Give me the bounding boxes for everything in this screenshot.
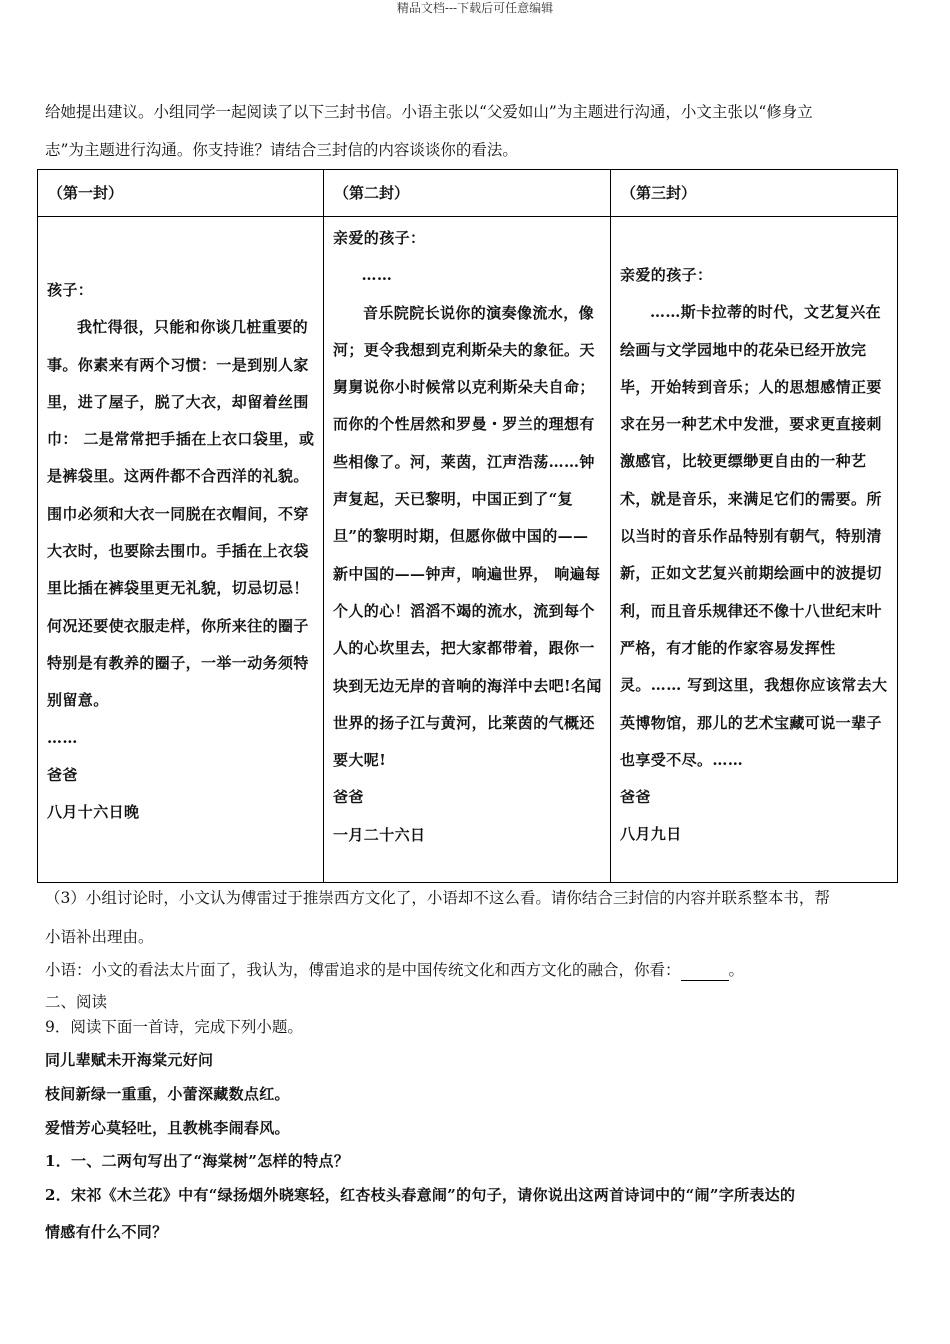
letter2 — [324, 217, 610, 854]
letter2-ellipsis: …… — [361, 266, 393, 285]
letter3 — [611, 217, 897, 854]
letter3-header: （第三封） — [621, 184, 697, 202]
subquestion-2-line-1: 2．宋祁《木兰花》中有“绿扬烟外晓寒轻，红杏枝头春意闹”的句子，请你说出这两首诗词中的“闹”字所表达的 — [45, 1186, 796, 1204]
letter2-header: （第二封） — [334, 184, 410, 202]
question3-answer-line — [45, 960, 903, 981]
letter2-cell — [324, 217, 611, 883]
letter3-signature: 爸爸 — [620, 788, 651, 807]
intro-line-2: 志”为主题进行沟通。你支持谁？请结合三封信的内容谈谈你的看法。 — [45, 141, 518, 159]
intro-line-1: 给她提出建议。小组同学一起阅读了以下三封书信。小语主张以“父爱如山”为主题进行沟通，小文主张以“修身立 — [45, 103, 813, 121]
letters-table-body-row — [38, 217, 898, 883]
letter2-header-cell — [324, 170, 611, 217]
subquestion-2-line-2: 情感有什么不同？ — [45, 1223, 168, 1241]
question3-line-2: 小语补出理由。 — [45, 928, 154, 946]
poem-title: 同儿辈赋未开海棠元好问 — [45, 1051, 214, 1069]
letter1-header: （第一封） — [48, 184, 124, 202]
section2-title: 二、阅读 — [45, 993, 108, 1011]
question3-answer-prefix: 小语：小文的看法太片面了，我认为，傅雷追求的是中国传统文化和西方文化的融合，你看： — [45, 961, 681, 979]
page-header-watermark: 精品文档---下载后可任意编辑 — [396, 1, 554, 15]
subquestion-1: 1．一、二两句写出了“海棠树”怎样的特点？ — [45, 1152, 349, 1170]
letter1-cell — [38, 217, 324, 883]
letter3-date: 八月九日 — [620, 825, 682, 844]
poem-line-1: 枝间新绿一重重，小蕾深藏数点红。 — [45, 1085, 290, 1103]
letter3-cell — [611, 217, 898, 883]
poem-line-2: 爱惜芳心莫轻吐，且教桃李闹春风。 — [45, 1119, 290, 1137]
letter1-header-cell — [38, 170, 324, 217]
question3-answer-suffix: 。 — [728, 961, 745, 979]
letters-table — [37, 169, 898, 883]
letter2-body: 音乐院院长说你的演奏像流水，像河；更令我想到克利斯朵夫的象征。天舅舅说你小时候常以克利斯朵夫自命；而你的个性居然和罗曼・罗兰的理想有些相像了。河，莱茵，江声浩荡……钟声复起，天已黎明，中国正到了“复旦”的黎明时期，但愿你做中国的—— 新中国的——钟声，响遍世界， 响遍每个人的心！滔滔不竭的流水，流到每个人的心坎里去，把大家都带着，跟你一块到无边无岸的音响的海洋中去吧!名闻世界的扬子江与黄河，比莱茵的气概还要大呢! — [333, 303, 602, 770]
letter2-greeting: 亲爱的孩子： — [333, 229, 426, 247]
letter2-date: 一月二十六日 — [333, 825, 426, 844]
question3-line-1: （3）小组讨论时，小文认为傅雷过于推崇西方文化了，小语却不这么看。请你结合三封信的内容并联系整本书，帮 — [45, 889, 830, 907]
letter1-ellipsis: …… — [47, 728, 78, 747]
letter3-greeting: 亲爱的孩子： — [620, 266, 713, 284]
letter1-greeting: 孩子： — [47, 281, 94, 299]
question9-prompt: 9．阅读下面一首诗，完成下列小题。 — [45, 1018, 303, 1036]
letter1-body: 我忙得很，只能和你谈几桩重要的事。你素来有两个习惯：一是到别人家里，进了屋子，脱了大衣，却留着丝围巾： 二是常常把手插在上衣口袋里，或是裤袋里。这两件都不合西洋的礼貌。围巾必须和大衣一同脱在衣帽间，不穿大衣时，也要除去围巾。手插在上衣袋里比插在裤袋里更无礼貌，切忌切忌！何况还要使衣服走样，你所来往的圈子特别是有教养的圈子，一举一动务须特别留意。 — [47, 318, 315, 710]
letters-table-header-row — [38, 170, 898, 217]
letter1-date: 八月十六日晚 — [47, 803, 140, 822]
answer-blank[interactable] — [681, 960, 729, 981]
letter1 — [38, 217, 323, 831]
letter3-body: ……斯卡拉蒂的时代，文艺复兴在绘画与文学园地中的花朵已经开放完毕，开始转到音乐；人的思想感情正要求在另一种艺术中发泄，要求更直接刺激感官，比较更缥缈更自由的一种艺术，就是音乐，来满足它们的需要。所以当时的音乐作品特别有朝气，特别清新，正如文艺复兴前期绘画中的波提切利，而且音乐规律还不像十八世纪末叶严格，有才能的作家容易发挥性灵。…… 写到这里，我想你应该常去大英博物馆，那儿的艺术宝藏可说一辈子也享受不尽。…… — [620, 303, 888, 769]
letter3-header-cell — [611, 170, 898, 217]
letter1-signature: 爸爸 — [47, 765, 78, 784]
letter2-signature: 爸爸 — [333, 788, 364, 807]
